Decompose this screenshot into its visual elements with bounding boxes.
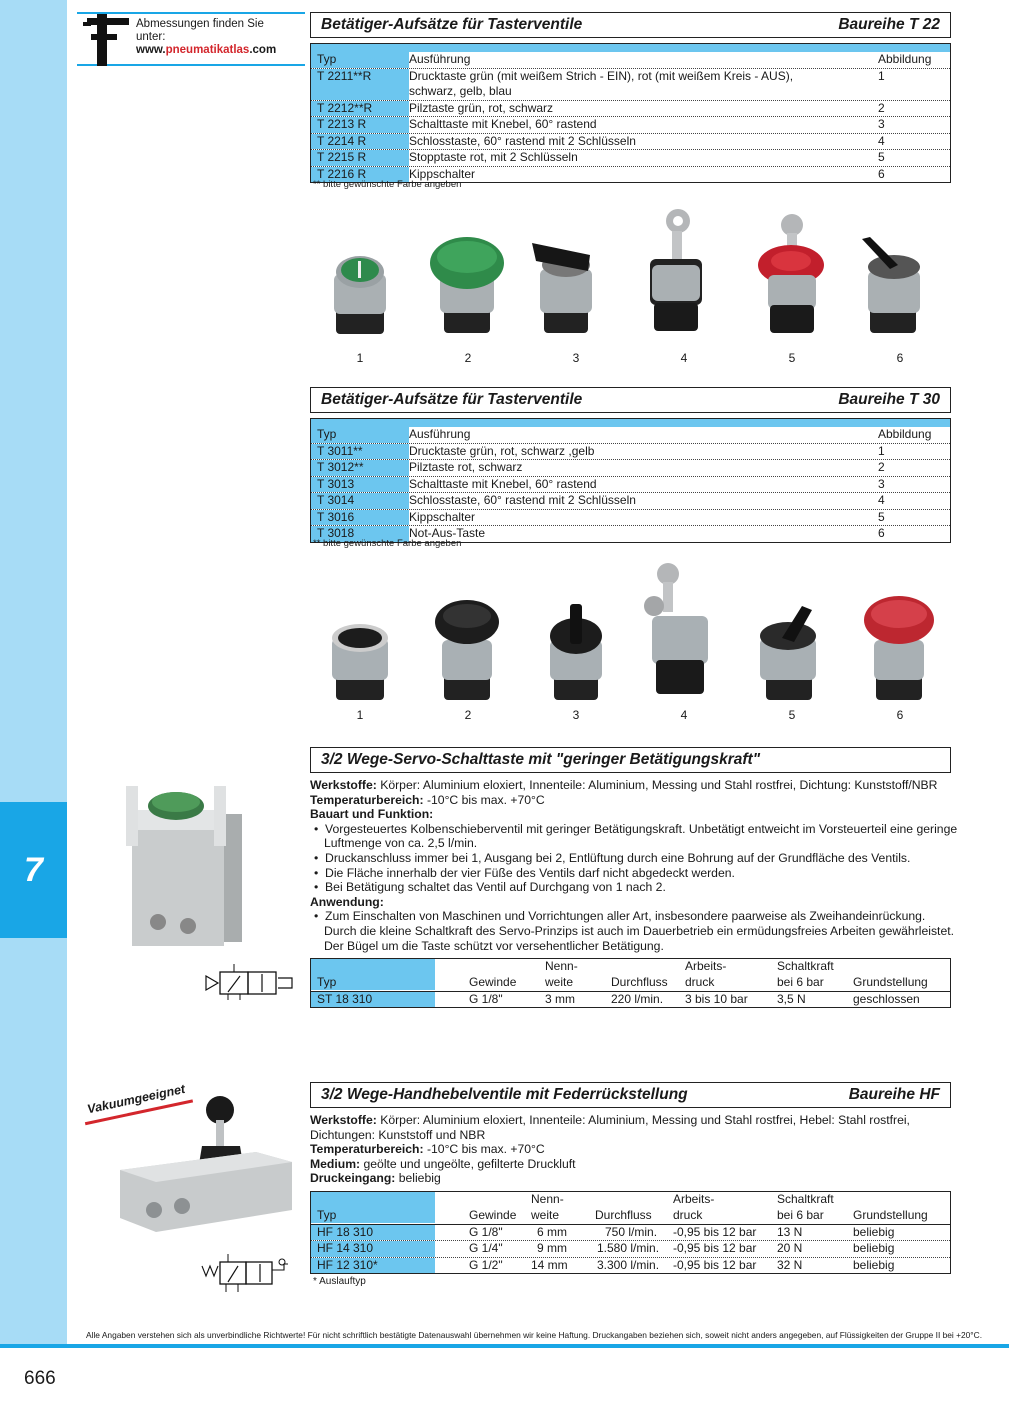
col-gewinde: Gewinde [469, 1208, 517, 1222]
url-brand: pneumatikatlas [165, 44, 250, 56]
cell-grundstellung: geschlossen [853, 991, 920, 1006]
cell-abbildung: 4 [878, 493, 885, 507]
cell-typ: HF 12 310* [311, 1258, 435, 1274]
col-arbeitsdruck: Arbeits- [673, 1192, 715, 1206]
cell-ausfuehrung: Schalttaste mit Knebel, 60° rastend [409, 476, 597, 491]
photo-number: 2 [464, 351, 472, 365]
cell-abbildung: 6 [878, 526, 885, 540]
bullet-text: Zum Einschalten von Maschinen und Vorrichtungen aller Art, insbesondere paarweise als Zweihandeinrückung. [325, 909, 926, 924]
section-title: Betätiger-Aufsätze für Tasterventile [321, 391, 583, 408]
table-row [311, 69, 950, 101]
footer-rule [0, 1344, 1009, 1348]
photo-number: 1 [356, 351, 364, 365]
spec-label: Temperaturbereich: [310, 792, 424, 807]
col-schaltkraft: Schaltkraft [777, 1192, 834, 1206]
cell-typ: T 2214 R [311, 134, 409, 150]
photo-number: 4 [680, 708, 688, 722]
page-number: 666 [24, 1368, 56, 1389]
cell-abbildung: 2 [878, 100, 885, 115]
cell-ausfuehrung: Schlosstaste, 60° rastend mit 2 Schlüsseln [409, 133, 636, 148]
col-arbeitsdruck-2: druck [685, 974, 715, 989]
cell-nennweite: 3 mm [545, 991, 575, 1006]
col-nennweite-2: weite [531, 1207, 560, 1222]
cell-gewinde: G 1/2" [469, 1257, 503, 1272]
col-ausfuehrung: Ausführung [409, 52, 471, 66]
badge-text: Vakuumgeeignet [86, 1081, 187, 1117]
col-durchfluss: Durchfluss [595, 1208, 652, 1222]
cell-typ: T 3012** [311, 460, 409, 476]
cell-ausfuehrung: Schalttaste mit Knebel, 60° rastend [409, 117, 597, 131]
bullet-text-cont: Durch die kleine Schaltkraft des Servo-Prinzips ist auch im Dauerbetrieb ein ermüdungsfreies Arbeiten gewährleistet. [324, 923, 954, 938]
cell-typ: T 3014 [311, 493, 409, 509]
cell-durchfluss: 3.300 l/min. [597, 1257, 660, 1272]
table-row [311, 134, 950, 151]
spec-label: Bauart und Funktion: [310, 807, 434, 822]
logo-line1: Abmessungen finden Sie [136, 18, 264, 30]
spec-value: Körper: Aluminium eloxiert, Innenteile: Aluminium, Messing und Stahl rostfrei, Dichtung: Kunststoff/NBR [376, 778, 938, 792]
cell-abbildung: 3 [878, 476, 885, 491]
table-row [311, 1224, 950, 1242]
left-margin-bar [0, 0, 67, 1345]
brand-logo-icon [83, 14, 131, 66]
cell-abbildung: 2 [878, 460, 885, 474]
cell-ausfuehrung: Drucktaste grün (mit weißem Strich - EIN), rot (mit weißem Kreis - AUS), [409, 68, 794, 83]
photo-number: 6 [896, 708, 904, 722]
photos-t30 [308, 558, 953, 722]
photo-number: 6 [896, 351, 904, 365]
cell-typ: T 3013 [311, 477, 409, 493]
spec-label: Druckeingang: [310, 1171, 396, 1186]
photo-kippschalter [754, 602, 834, 702]
cell-ausfuehrung: Stopptaste rot, mit 2 Schlüsseln [409, 150, 578, 164]
section-series: Baureihe HF [848, 1086, 940, 1103]
cell-schaltkraft: 3,5 N [777, 991, 806, 1006]
bullet-text: Vorgesteuertes Kolbenschieberventil mit geringer Betätigungskraft. Unbetätigt entweicht im Vorsteuerteil eine geringe [325, 821, 958, 836]
photo-schlosstaste [646, 207, 726, 335]
cell-arbeitsdruck: 3 bis 10 bar [685, 991, 748, 1006]
photos-t22 [308, 205, 953, 365]
cell-abbildung: 3 [878, 117, 885, 131]
section-title: 3/2 Wege-Servo-Schalttaste mit "geringer Betätigungskraft" [321, 751, 761, 768]
table-row [311, 1258, 950, 1274]
section-series: Baureihe T 30 [838, 391, 940, 408]
cell-typ: ST 18 310 [311, 992, 435, 1008]
col-grundstellung: Grundstellung [853, 1208, 928, 1222]
table-t30 [310, 418, 951, 543]
hf-symbol-icon [200, 1252, 292, 1296]
col-nennweite: Nenn- [531, 1192, 564, 1206]
col-nennweite: Nenn- [545, 959, 578, 973]
section-title: 3/2 Wege-Handhebelventile mit Federrückstellung [321, 1086, 688, 1103]
cell-gewinde: G 1/4" [469, 1241, 503, 1255]
cell-typ: T 2211**R [311, 69, 409, 100]
photo-pilztaste [432, 598, 512, 702]
spec-label: Anwendung: [310, 894, 384, 909]
logo-line2: unter: [136, 31, 166, 43]
spec-value: geölte und ungeölte, gefilterte Druckluft [360, 1156, 576, 1171]
cell-schaltkraft: 13 N [777, 1224, 803, 1239]
bullet-item: • Bei Betätigung schaltet das Ventil auf Durchgang von 1 nach 2. [314, 880, 666, 895]
photo-number: 5 [788, 708, 796, 722]
bullet-text: Druckanschluss immer bei 1, Ausgang bei 2, Entlüftung durch eine Bohrung auf der Grundfläche des Ventils. [325, 850, 911, 865]
photo-stopptaste [756, 213, 836, 335]
cell-abbildung: 5 [878, 150, 885, 164]
spec-label: Werkstoffe: [310, 1113, 377, 1127]
cell-ausfuehrung: Kippschalter [409, 166, 476, 181]
table-row [311, 510, 950, 527]
cell-typ: HF 14 310 [311, 1241, 435, 1257]
cell-abbildung: 1 [878, 68, 885, 83]
url-suffix: .com [249, 44, 277, 56]
photo-kippschalter [860, 235, 940, 335]
cell-typ: T 2213 R [311, 117, 409, 133]
cell-abbildung: 5 [878, 509, 885, 524]
cell-typ: T 2216 R [311, 167, 409, 183]
cell-nennweite: 14 mm [531, 1257, 568, 1272]
table-header [311, 959, 950, 991]
cell-durchfluss: 1.580 l/min. [597, 1241, 660, 1255]
cell-nennweite: 9 mm [537, 1241, 567, 1255]
servo-valve-photo [118, 780, 248, 950]
col-grundstellung: Grundstellung [853, 975, 928, 989]
cell-nennweite: 6 mm [537, 1224, 567, 1239]
cell-abbildung: 4 [878, 133, 885, 148]
bullet-item: • Zum Einschalten von Maschinen und Vorrichtungen aller Art, insbesondere paarweise als Zweihandeinrückung. [314, 909, 926, 924]
photo-drucktaste [326, 616, 406, 702]
cell-typ: T 2215 R [311, 150, 409, 166]
logo-text [136, 18, 276, 57]
cell-ausfuehrung: Kippschalter [409, 509, 476, 524]
bullet-item: • Druckanschluss immer bei 1, Ausgang bei 2, Entlüftung durch eine Bohrung auf der Grundfläche des Ventils. [314, 850, 911, 865]
cell-grundstellung: beliebig [853, 1224, 895, 1239]
cell-gewinde: G 1/8" [469, 1224, 503, 1239]
col-schaltkraft-2: bei 6 bar [777, 974, 824, 989]
hf-valve-photo [116, 1090, 296, 1240]
col-schaltkraft-2: bei 6 bar [777, 1207, 824, 1222]
spec-value-cont: Dichtungen: Kunststoff und NBR [310, 1127, 486, 1142]
cell-typ: T 2212**R [311, 101, 409, 117]
col-nennweite-2: weite [545, 974, 574, 989]
table-t22 [310, 43, 951, 183]
cell-gewinde: G 1/8" [469, 991, 503, 1006]
logo-box [77, 12, 305, 66]
spec-value: -10°C bis max. +70°C [423, 792, 545, 807]
table-header [311, 1192, 950, 1224]
spec-label: Medium: [310, 1156, 361, 1171]
bullet-item: • Die Fläche innerhalb der vier Füße des Ventils darf nicht abgedeckt werden. [314, 865, 735, 880]
cell-typ: T 3018 [311, 526, 409, 542]
table-servo [310, 958, 951, 1008]
col-abbildung: Abbildung [878, 427, 932, 441]
photo-number: 5 [788, 351, 796, 365]
cell-schaltkraft: 20 N [777, 1241, 803, 1255]
cell-ausfuehrung: Pilztaste rot, schwarz [409, 460, 523, 474]
col-abbildung: Abbildung [878, 52, 932, 66]
photo-knebel [530, 235, 610, 335]
photo-number: 3 [572, 351, 580, 365]
cell-grundstellung: beliebig [853, 1257, 895, 1272]
photo-number: 4 [680, 351, 688, 365]
cell-ausfuehrung: Drucktaste grün, rot, schwarz ,gelb [409, 443, 595, 458]
table-row [311, 493, 950, 510]
cell-durchfluss: 220 l/min. [611, 991, 664, 1006]
cell-schaltkraft: 32 N [777, 1257, 803, 1272]
disclaimer-text: Alle Angaben verstehen sich als unverbindliche Richtwerte! Für nicht schriftlich bestätigte Datenauswahl übernehmen wir keine Haftung. Druckangaben beziehen sich, soweit nicht anders angegeben, auf Flüssigkeiten der Gruppe II bei +20°C. [86, 1330, 983, 1340]
cell-arbeitsdruck: -0,95 bis 12 bar [673, 1257, 757, 1272]
cell-typ: T 3016 [311, 510, 409, 526]
col-arbeitsdruck-2: druck [673, 1207, 703, 1222]
photo-number: 2 [464, 708, 472, 722]
cell-arbeitsdruck: -0,95 bis 12 bar [673, 1224, 757, 1239]
cell-grundstellung: beliebig [853, 1241, 895, 1255]
bullet-item: • Vorgesteuertes Kolbenschieberventil mit geringer Betätigungskraft. Unbetätigt entweicht im Vorsteuerteil eine geringe [314, 821, 958, 836]
url-prefix: www. [136, 44, 166, 56]
footnote-hf: * Auslauftyp [313, 1276, 366, 1287]
cell-ausfuehrung: Not-Aus-Taste [409, 526, 486, 540]
footnote-t30: ** bitte gewünschte Farbe angeben [313, 538, 462, 549]
col-typ: Typ [311, 1192, 435, 1223]
cell-ausfuehrung: Pilztaste grün, rot, schwarz [409, 100, 554, 115]
section-header-servo [310, 747, 951, 773]
table-header [311, 44, 950, 69]
col-arbeitsdruck: Arbeits- [685, 959, 727, 973]
cell-abbildung: 1 [878, 443, 885, 458]
col-typ: Typ [311, 959, 435, 990]
col-ausfuehrung: Ausführung [409, 427, 471, 441]
photo-drucktaste [328, 250, 408, 335]
cell-ausfuehrung: Schlosstaste, 60° rastend mit 2 Schlüsseln [409, 493, 636, 507]
hf-specs [310, 1113, 960, 1186]
photo-pilztaste [428, 235, 508, 335]
section-title: Betätiger-Aufsätze für Tasterventile [321, 16, 583, 33]
chapter-number: 7 [24, 850, 43, 889]
photo-knebel [540, 600, 620, 702]
servo-specs [310, 778, 960, 953]
spec-value: beliebig [395, 1171, 441, 1186]
spec-value: -10°C bis max. +70°C [423, 1142, 545, 1157]
photo-number: 1 [356, 708, 364, 722]
cell-typ: HF 18 310 [311, 1225, 435, 1241]
photo-not-aus-taste [862, 594, 942, 702]
cell-ausfuehrung-cont: schwarz, gelb, blau [409, 84, 512, 98]
section-series: Baureihe T 22 [838, 16, 940, 33]
cell-durchfluss: 750 l/min. [605, 1224, 658, 1239]
table-row [311, 1241, 950, 1258]
table-row [311, 477, 950, 494]
section-header-t30 [310, 387, 951, 413]
table-row [311, 991, 950, 1008]
servo-symbol-icon [204, 964, 296, 1002]
table-hf [310, 1191, 951, 1274]
spec-value: Körper: Aluminium eloxiert, Innenteile: Aluminium, Messing und Stahl rostfrei, Hebel: Stahl rostfrei, [376, 1113, 910, 1127]
table-row [311, 444, 950, 461]
spec-label: Werkstoffe: [310, 778, 377, 792]
photo-schlosstaste [642, 560, 722, 700]
chapter-tab [0, 802, 67, 938]
cell-typ: T 3011** [311, 444, 409, 460]
cell-abbildung: 6 [878, 166, 885, 181]
col-gewinde: Gewinde [469, 975, 517, 989]
website-link[interactable] [136, 44, 276, 57]
col-typ: Typ [311, 427, 409, 443]
table-row [311, 150, 950, 167]
bullet-text: Bei Betätigung schaltet das Ventil auf Durchgang von 1 nach 2. [325, 880, 666, 895]
col-durchfluss: Durchfluss [611, 975, 668, 989]
section-header-hf [310, 1082, 951, 1108]
table-row [311, 117, 950, 134]
bullet-text-cont: Der Bügel um die Taste schützt vor versehentlicher Betätigung. [324, 938, 664, 953]
table-row [311, 460, 950, 477]
cell-arbeitsdruck: -0,95 bis 12 bar [673, 1241, 757, 1255]
col-schaltkraft: Schaltkraft [777, 959, 834, 973]
col-typ: Typ [311, 52, 409, 68]
bullet-text-cont: Luftmenge von ca. 2,5 l/min. [324, 836, 478, 851]
photo-number: 3 [572, 708, 580, 722]
spec-label: Temperaturbereich: [310, 1142, 424, 1157]
bullet-text: Die Fläche innerhalb der vier Füße des Ventils darf nicht abgedeckt werden. [325, 865, 735, 880]
table-header [311, 419, 950, 444]
table-row [311, 101, 950, 118]
footnote-t22: ** bitte gewünschte Farbe angeben [313, 179, 462, 190]
section-header-t22 [310, 12, 951, 38]
